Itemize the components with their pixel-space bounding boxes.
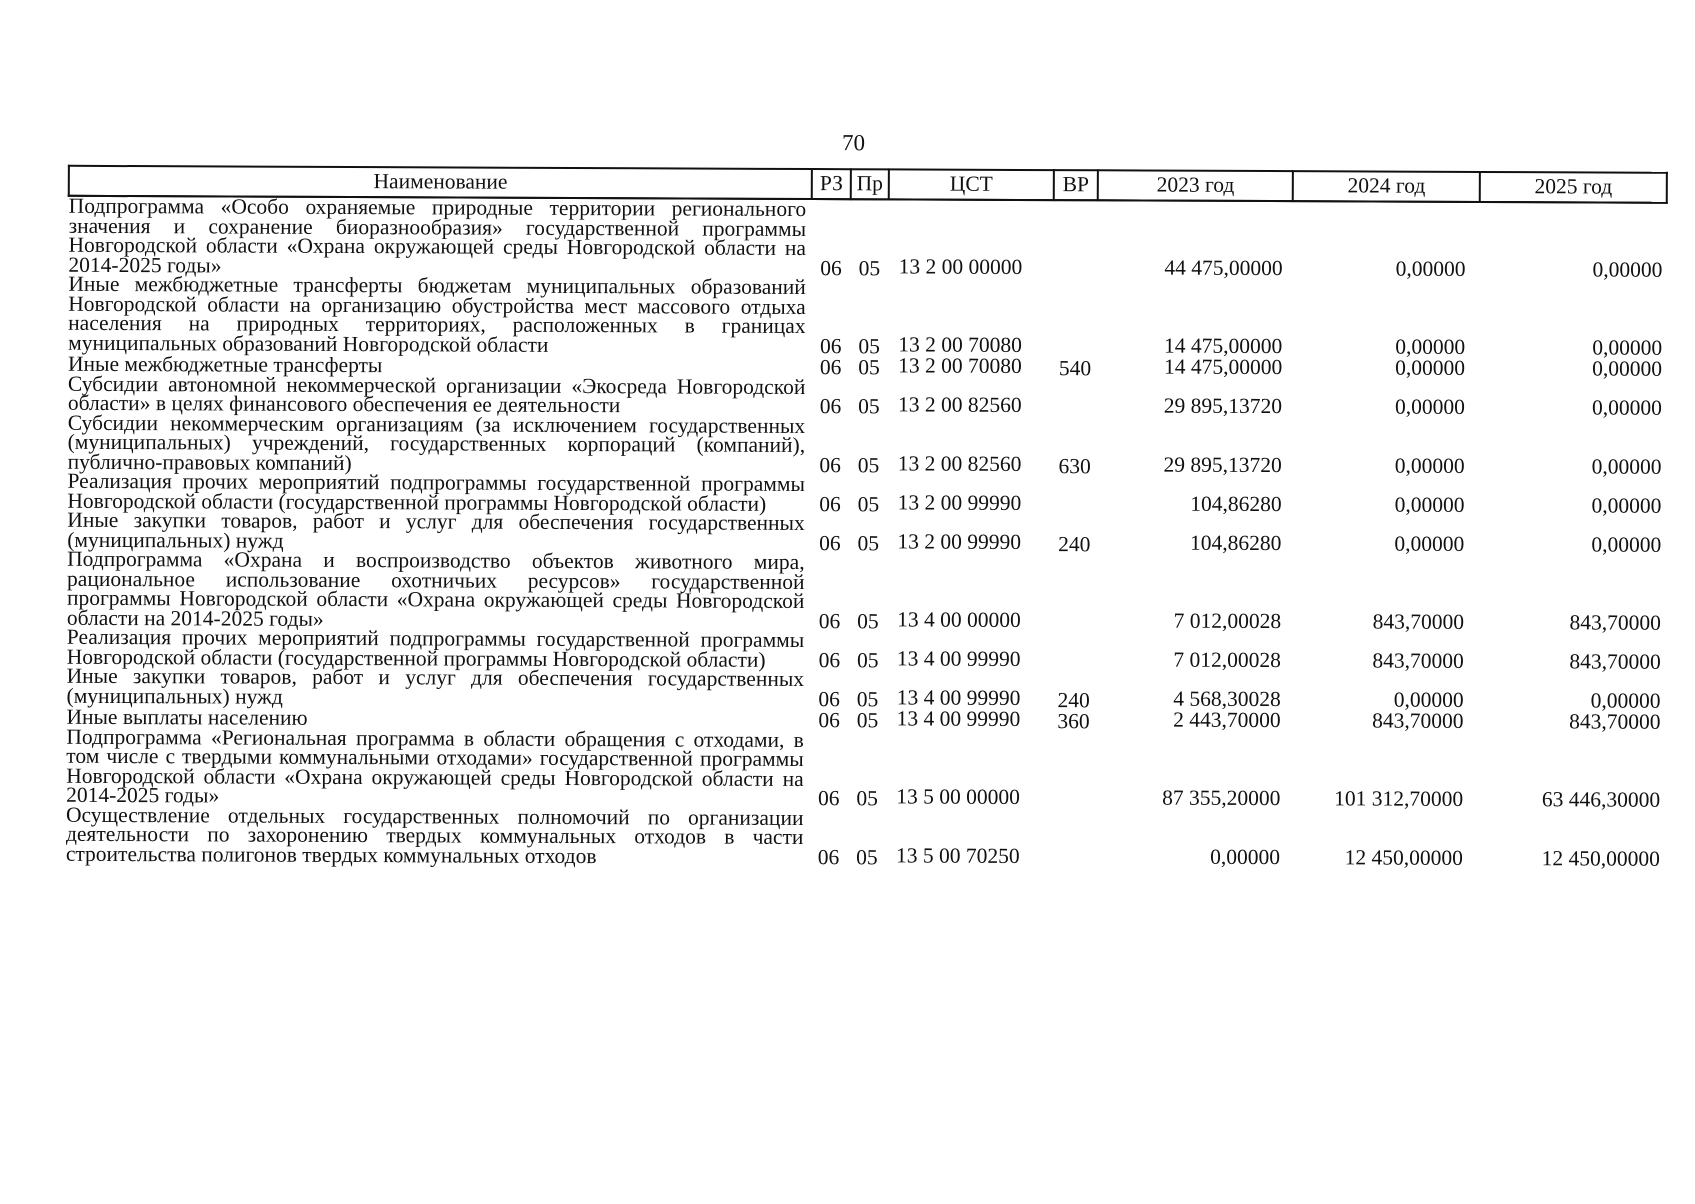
row-2025: 843,70000: [1569, 648, 1661, 674]
table-row: [68, 196, 1666, 282]
row-2024: 843,70000: [1372, 608, 1465, 634]
row-2024: 0,00000: [1395, 334, 1466, 359]
row-2025: 843,70000: [1569, 709, 1661, 734]
row-cst: 13 2 00 82560: [897, 392, 1022, 417]
row-2024: 0,00000: [1393, 687, 1464, 712]
row-name: Подпрограмма «Особо охраняемые природные территории регионального значения и сохранение биоразнообразия» государственной программы Новгородской области «Охрана окружающей среды Новгородской области на 2014-2025 годы»: [68, 193, 807, 277]
row-cst: 13 4 00 99990: [896, 706, 1021, 731]
row-2023: 29 895,13720: [1163, 452, 1282, 477]
row-name: Подпрограмма «Охрана и воспроизводство объектов животного мира, рациональное использование охотничьих ресурсов» государственной программы Новгородской области «Охрана окружающей среды Новгородской области на 2014-2025 годы»: [66, 546, 805, 631]
row-2024: 843,70000: [1372, 647, 1464, 673]
row-rz: 06: [819, 355, 842, 380]
row-vr: [1053, 379, 1098, 418]
row-rz: 06: [819, 491, 841, 516]
row-pr: 05: [856, 647, 879, 672]
header-pr: Пр: [851, 169, 890, 199]
row-2025: 0,00000: [1591, 395, 1662, 420]
row-2025: 0,00000: [1591, 531, 1662, 557]
row-vr: 630: [1058, 453, 1091, 478]
row-2025: 0,00000: [1591, 492, 1662, 518]
row-name: Реализация прочих мероприятий подпрограммы государственной программы Новгородской области (государственной программы Новгородской области): [67, 468, 805, 516]
row-rz: 06: [818, 647, 841, 672]
row-2023: 4 568,30028: [1173, 686, 1281, 711]
row-pr: 05: [856, 844, 878, 869]
row-cst: 13 2 00 00000: [898, 253, 1023, 279]
row-name: Подпрограмма «Региональная программа в области обращения с отходами, в том числе с твердыми коммунальными отходами» государственной программы Новгородской области «Охрана окружающей среды Новгородской области на 2014-2025 годы»: [66, 724, 804, 808]
row-cst: 13 4 00 99990: [896, 684, 1021, 710]
header-rz: РЗ: [812, 169, 851, 199]
row-pr: 05: [856, 686, 879, 711]
table-row: [68, 275, 1666, 360]
row-2024: 843,70000: [1372, 708, 1464, 733]
row-pr: 05: [857, 452, 880, 477]
row-2023: 87 355,20000: [1162, 785, 1281, 811]
row-pr: 05: [856, 708, 879, 733]
row-2023: 104,86280: [1190, 491, 1282, 516]
row-cst: 13 5 00 70250: [896, 842, 1020, 868]
row-rz: 06: [818, 708, 840, 733]
row-name: Иные закупки товаров, работ и услуг для обеспечения государственных (муниципальных) нужд: [67, 507, 805, 553]
row-2025: 0,00000: [1592, 334, 1663, 360]
row-rz: 06: [818, 686, 840, 711]
row-rz: 06: [819, 333, 842, 358]
row-cst: 13 2 00 99990: [897, 489, 1022, 515]
row-2023: 0,00000: [1210, 844, 1281, 869]
row-name: Иные закупки товаров, работ и услуг для обеспечения государственных (муниципальных) нужд: [66, 663, 805, 709]
row-vr: 360: [1057, 709, 1090, 734]
row-cst: 13 2 00 99990: [897, 528, 1022, 554]
row-vr: [1053, 200, 1098, 279]
row-pr: 05: [858, 333, 880, 358]
table-row: [66, 727, 1664, 812]
row-2025: 0,00000: [1592, 356, 1663, 381]
row-2024: 101 312,70000: [1334, 786, 1464, 811]
row-cst: 13 4 00 99990: [896, 645, 1021, 671]
row-2025: 63 446,30000: [1541, 787, 1661, 812]
row-pr: 05: [858, 255, 881, 280]
row-2024: 0,00000: [1394, 531, 1465, 556]
row-rz: 06: [819, 530, 841, 555]
row-name: Субсидии некоммерческим организациям (за исключением государственных (муниципальных) учреждений, государственных корпораций (компаний), публично-правовых компаний): [67, 410, 806, 475]
row-vr: [1051, 810, 1096, 869]
row-vr: [1052, 632, 1097, 671]
row-2024: 0,00000: [1394, 394, 1465, 419]
header-cst: ЦСТ: [889, 169, 1054, 200]
row-vr: 240: [1058, 531, 1091, 556]
row-2023: 7 012,00028: [1173, 608, 1282, 633]
row-pr: 05: [858, 394, 880, 419]
table-row: [67, 550, 1665, 635]
row-2023: 7 012,00028: [1173, 647, 1281, 672]
row-vr: [1051, 732, 1096, 810]
row-2025: 0,00000: [1592, 256, 1663, 282]
row-cst: 13 5 00 00000: [896, 784, 1021, 809]
row-pr: 05: [857, 530, 880, 555]
row-vr: 240: [1057, 687, 1090, 712]
row-name: Иные межбюджетные трансферты: [67, 351, 383, 378]
row-name: Субсидии автономной некоммерческой организации «Экосреда Новгородской области» в целях финансового обеспечения ее деятельности: [67, 371, 806, 418]
row-2023: 104,86280: [1190, 530, 1282, 555]
row-cst: 13 4 00 00000: [897, 606, 1021, 632]
table-row: [66, 805, 1664, 870]
page-number: 70: [841, 130, 866, 156]
row-cst: 13 2 00 82560: [897, 450, 1022, 476]
row-pr: 05: [858, 355, 880, 380]
row-2023: 29 895,13720: [1163, 393, 1283, 419]
header-2024: 2024 год: [1293, 171, 1480, 202]
row-2025: 0,00000: [1590, 687, 1661, 713]
header-2023: 2023 год: [1098, 170, 1293, 201]
row-rz: 06: [817, 786, 840, 811]
row-name: Осуществление отдельных государственных полномочий по организации деятельности по захоронению твердых коммунальных отходов в части строительства полигонов твердых коммунальных отходов: [65, 802, 804, 868]
row-name: Иные межбюджетные трансферты бюджетам муниципальных образований Новгородской области на организацию обустройства мест массового отдыха населения на природных территориях, расположенных в границах муниципальных образований Новгородской области: [68, 271, 806, 357]
row-vr: 540: [1058, 356, 1092, 381]
row-vr: [1053, 279, 1098, 357]
row-name: Реализация прочих мероприятий подпрограммы государственной программы Новгородской области (государственной программы Новгородской области): [66, 624, 805, 672]
row-cst: 13 2 00 70080: [898, 331, 1022, 357]
row-pr: 05: [857, 608, 879, 633]
header-name: Наименование: [69, 166, 813, 199]
row-rz: 06: [819, 394, 842, 419]
row-2025: 843,70000: [1569, 609, 1661, 635]
row-rz: 06: [819, 452, 842, 477]
row-vr: [1052, 476, 1097, 515]
row-2024: 0,00000: [1395, 256, 1466, 281]
row-pr: 05: [857, 491, 880, 516]
row-name: Иные выплаты населению: [66, 704, 308, 730]
row-rz: 06: [818, 608, 841, 633]
row-2023: 14 475,00000: [1164, 333, 1283, 358]
row-2024: 0,00000: [1394, 492, 1465, 517]
row-2023: 2 443,70000: [1173, 707, 1281, 733]
row-2024: 0,00000: [1394, 453, 1465, 478]
row-2024: 0,00000: [1395, 355, 1466, 380]
row-2023: 44 475,00000: [1164, 255, 1283, 280]
budget-table: [65, 165, 1668, 871]
header-vr: ВР: [1054, 170, 1099, 200]
row-rz: 06: [817, 844, 840, 869]
row-2024: 12 450,00000: [1344, 844, 1463, 870]
header-2025: 2025 год: [1480, 172, 1667, 203]
row-cst: 13 2 00 70080: [898, 353, 1022, 378]
row-vr: [1052, 554, 1097, 632]
row-2025: 0,00000: [1591, 453, 1662, 479]
row-2025: 12 450,00000: [1541, 845, 1660, 871]
row-rz: 06: [820, 255, 842, 280]
row-2023: 14 475,00000: [1163, 354, 1283, 380]
row-pr: 05: [856, 786, 878, 811]
